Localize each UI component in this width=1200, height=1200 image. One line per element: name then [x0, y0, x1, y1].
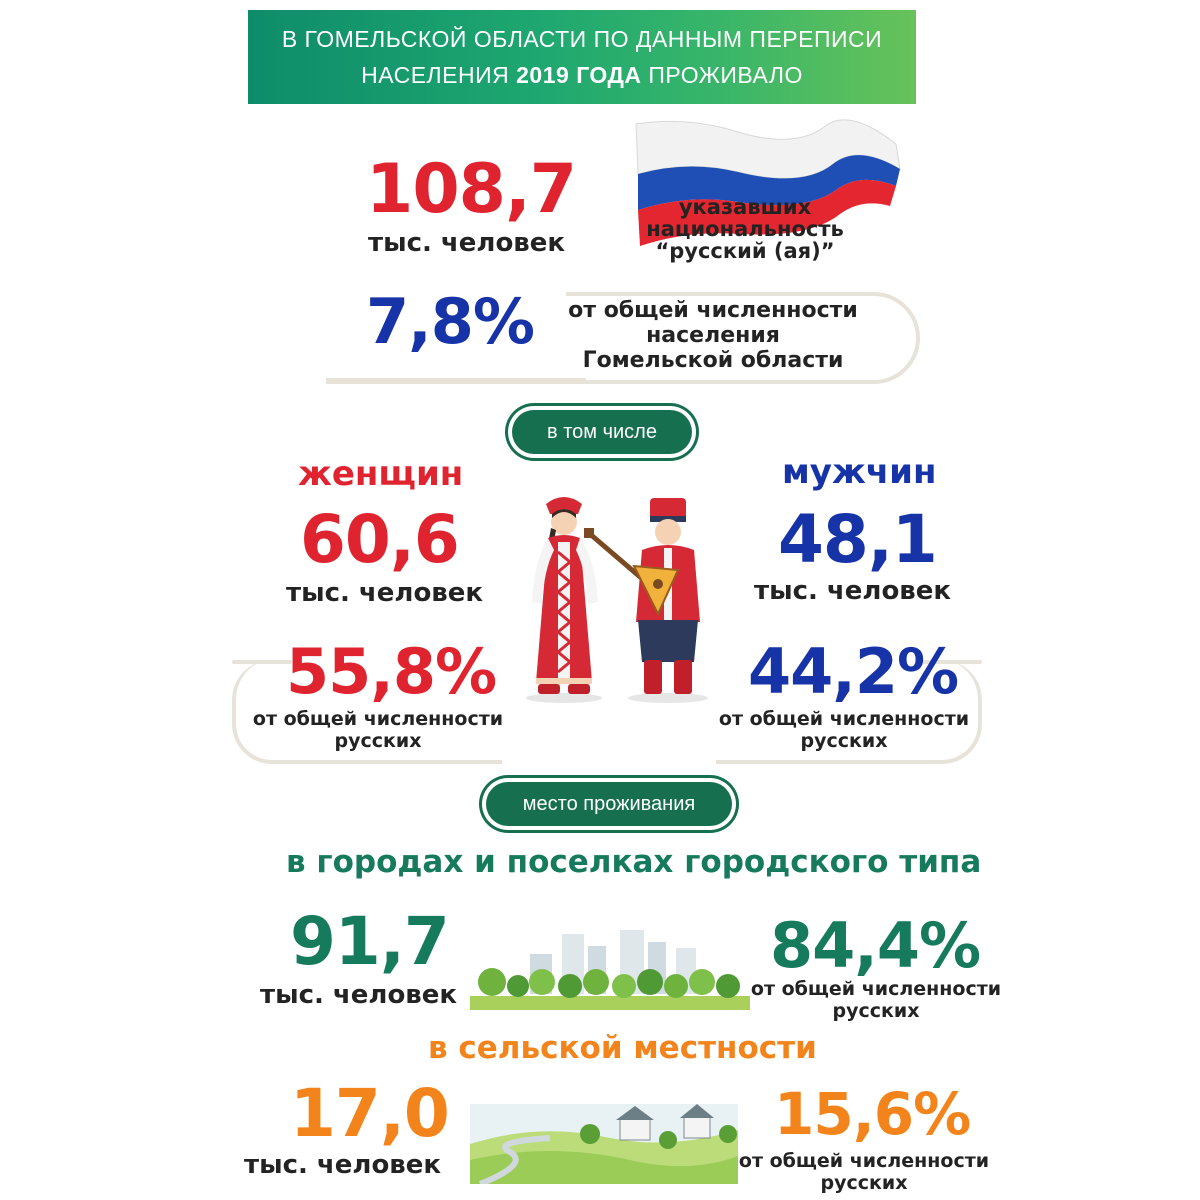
- city-illustration: [470, 926, 750, 1010]
- total-percent-line-1: от общей численности: [568, 298, 858, 323]
- rural-percent-line-1: от общей численности: [738, 1150, 990, 1172]
- rural-percent-line-2: русских: [820, 1172, 908, 1194]
- urban-unit: тыс. человек: [260, 980, 458, 1010]
- women-title: женщин: [298, 454, 464, 494]
- women-percent-caption: [250, 708, 506, 752]
- men-percent-line-2: русских: [800, 730, 888, 752]
- total-caption-line-3: “русский (ая)”: [655, 239, 835, 263]
- header-line-2-end: ПРОЖИВАЛО: [641, 62, 803, 88]
- total-percent-caption: [560, 298, 866, 373]
- women-percent-line-1: от общей численности: [252, 708, 504, 730]
- rural-percent-caption: [736, 1150, 992, 1194]
- total-percent-line-3: Гомельской области: [582, 348, 844, 373]
- rural-value: 17,0: [290, 1075, 449, 1152]
- header-line-2: [248, 57, 916, 93]
- rural-percent: 15,6%: [774, 1080, 971, 1148]
- urban-title: в городах и поселках городского типа: [286, 844, 982, 880]
- urban-percent-line-2: русских: [832, 1000, 920, 1022]
- total-percent: 7,8%: [366, 285, 534, 358]
- total-caption-line-1: указавших: [678, 195, 812, 219]
- men-title: мужчин: [782, 452, 937, 492]
- total-caption: [630, 196, 860, 262]
- women-percent-line-2: русских: [334, 730, 422, 752]
- total-value: 108,7: [366, 150, 577, 229]
- urban-percent: 84,4%: [770, 909, 981, 982]
- men-percent: 44,2%: [748, 635, 959, 708]
- header-banner: [248, 10, 916, 104]
- header-line-2-start: НАСЕЛЕНИЯ: [361, 62, 517, 88]
- men-unit: тыс. человек: [754, 576, 952, 606]
- total-percent-line-2: населения: [646, 323, 780, 348]
- rural-unit: тыс. человек: [244, 1150, 442, 1180]
- rural-title: в сельской местности: [428, 1030, 817, 1066]
- women-percent: 55,8%: [286, 635, 497, 708]
- header-year: 2019 ГОДА: [516, 62, 642, 88]
- urban-percent-caption: [748, 978, 1004, 1022]
- header-line-1: В ГОМЕЛЬСКОЙ ОБЛАСТИ ПО ДАННЫМ ПЕРЕПИСИ: [281, 26, 883, 52]
- urban-value: 91,7: [290, 903, 449, 980]
- men-percent-caption: [716, 708, 972, 752]
- men-value: 48,1: [778, 501, 937, 578]
- residence-pill: место проживания: [486, 782, 732, 826]
- total-unit: тыс. человек: [368, 228, 566, 258]
- women-unit: тыс. человек: [286, 578, 484, 608]
- total-caption-line-2: национальность: [646, 217, 844, 241]
- village-illustration: [470, 1104, 738, 1184]
- urban-percent-line-1: от общей численности: [750, 978, 1002, 1000]
- women-value: 60,6: [300, 501, 459, 578]
- including-pill: в том числе: [512, 410, 692, 454]
- folk-couple-illustration: [518, 492, 714, 706]
- men-percent-line-1: от общей численности: [718, 708, 970, 730]
